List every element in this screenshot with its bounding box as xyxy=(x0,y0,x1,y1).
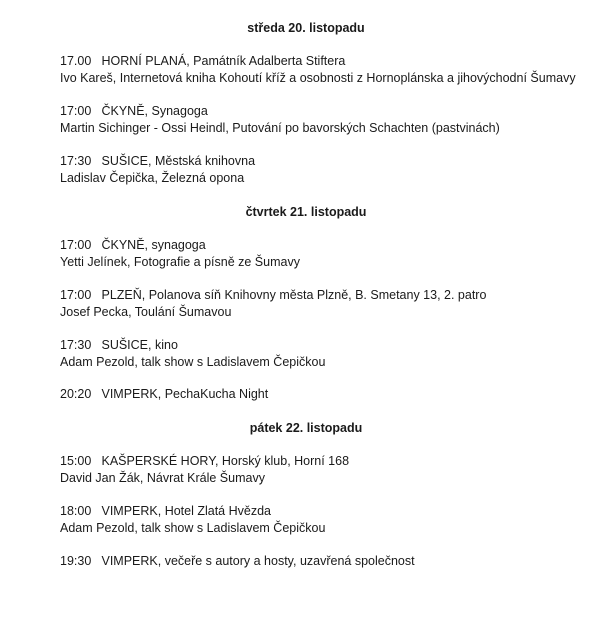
event-time: 19:30 xyxy=(60,554,92,568)
event-place: VIMPERK, Hotel Zlatá Hvězda xyxy=(101,504,271,518)
event-header-line xyxy=(60,453,600,470)
event-header-line xyxy=(60,503,600,520)
event-entry xyxy=(60,103,600,137)
event-time: 17:00 xyxy=(60,238,92,252)
event-place: SUŠICE, kino xyxy=(101,338,178,352)
event-detail: Josef Pecka, Toulání Šumavou xyxy=(60,305,232,319)
event-entry xyxy=(60,386,600,403)
event-place: KAŠPERSKÉ HORY, Horský klub, Horní 168 xyxy=(101,454,350,468)
event-time: 17.00 xyxy=(60,54,92,68)
day-heading: čtvrtek 21. listopadu xyxy=(245,205,367,219)
event-detail: Martin Sichinger - Ossi Heindl, Putování po bavorských Schachten (pastvinách) xyxy=(60,121,500,135)
event-header-line xyxy=(60,287,600,304)
event-entry xyxy=(60,287,600,321)
event-place: ČKYNĚ, Synagoga xyxy=(101,104,208,118)
event-time: 17:30 xyxy=(60,154,92,168)
event-entry xyxy=(60,53,600,87)
event-detail: Ladislav Čepička, Železná opona xyxy=(60,171,245,185)
event-entry xyxy=(60,237,600,271)
event-entry xyxy=(60,453,600,487)
event-place: VIMPERK, PechaKucha Night xyxy=(101,387,269,401)
event-time: 17:00 xyxy=(60,288,92,302)
event-detail: David Jan Žák, Návrat Krále Šumavy xyxy=(60,471,265,485)
day-heading: středa 20. listopadu xyxy=(247,21,365,35)
event-time: 20:20 xyxy=(60,387,92,401)
event-header-line xyxy=(60,237,600,254)
event-place: SUŠICE, Městská knihovna xyxy=(101,154,256,168)
event-time: 17:00 xyxy=(60,104,92,118)
event-header-line xyxy=(60,153,600,170)
event-detail: Yetti Jelínek, Fotografie a písně ze Šumavy xyxy=(60,255,300,269)
event-entry xyxy=(60,553,600,570)
event-entry xyxy=(60,337,600,371)
event-detail: Ivo Kareš, Internetová kniha Kohoutí kříž a osobnosti z Hornoplánska a jihovýchodní Šumavy xyxy=(60,71,576,85)
event-header-line xyxy=(60,337,600,354)
event-time: 17:30 xyxy=(60,338,92,352)
event-detail: Adam Pezold, talk show s Ladislavem Čepičkou xyxy=(60,521,326,535)
event-header-line xyxy=(60,386,600,403)
event-place: ČKYNĚ, synagoga xyxy=(101,238,206,252)
event-entry xyxy=(60,153,600,187)
event-header-line xyxy=(60,103,600,120)
event-header-line xyxy=(60,553,600,570)
event-header-line xyxy=(60,53,600,70)
event-time: 18:00 xyxy=(60,504,92,518)
event-time: 15:00 xyxy=(60,454,92,468)
day-heading: pátek 22. listopadu xyxy=(249,421,363,435)
event-place: HORNÍ PLANÁ, Památník Adalberta Stiftera xyxy=(101,54,346,68)
event-detail: Adam Pezold, talk show s Ladislavem Čepičkou xyxy=(60,355,326,369)
event-place: VIMPERK, večeře s autory a hosty, uzavřená společnost xyxy=(101,554,415,568)
event-entry xyxy=(60,503,600,537)
event-place: PLZEŇ, Polanova síň Knihovny města Plzně, B. Smetany 13, 2. patro xyxy=(101,288,487,302)
